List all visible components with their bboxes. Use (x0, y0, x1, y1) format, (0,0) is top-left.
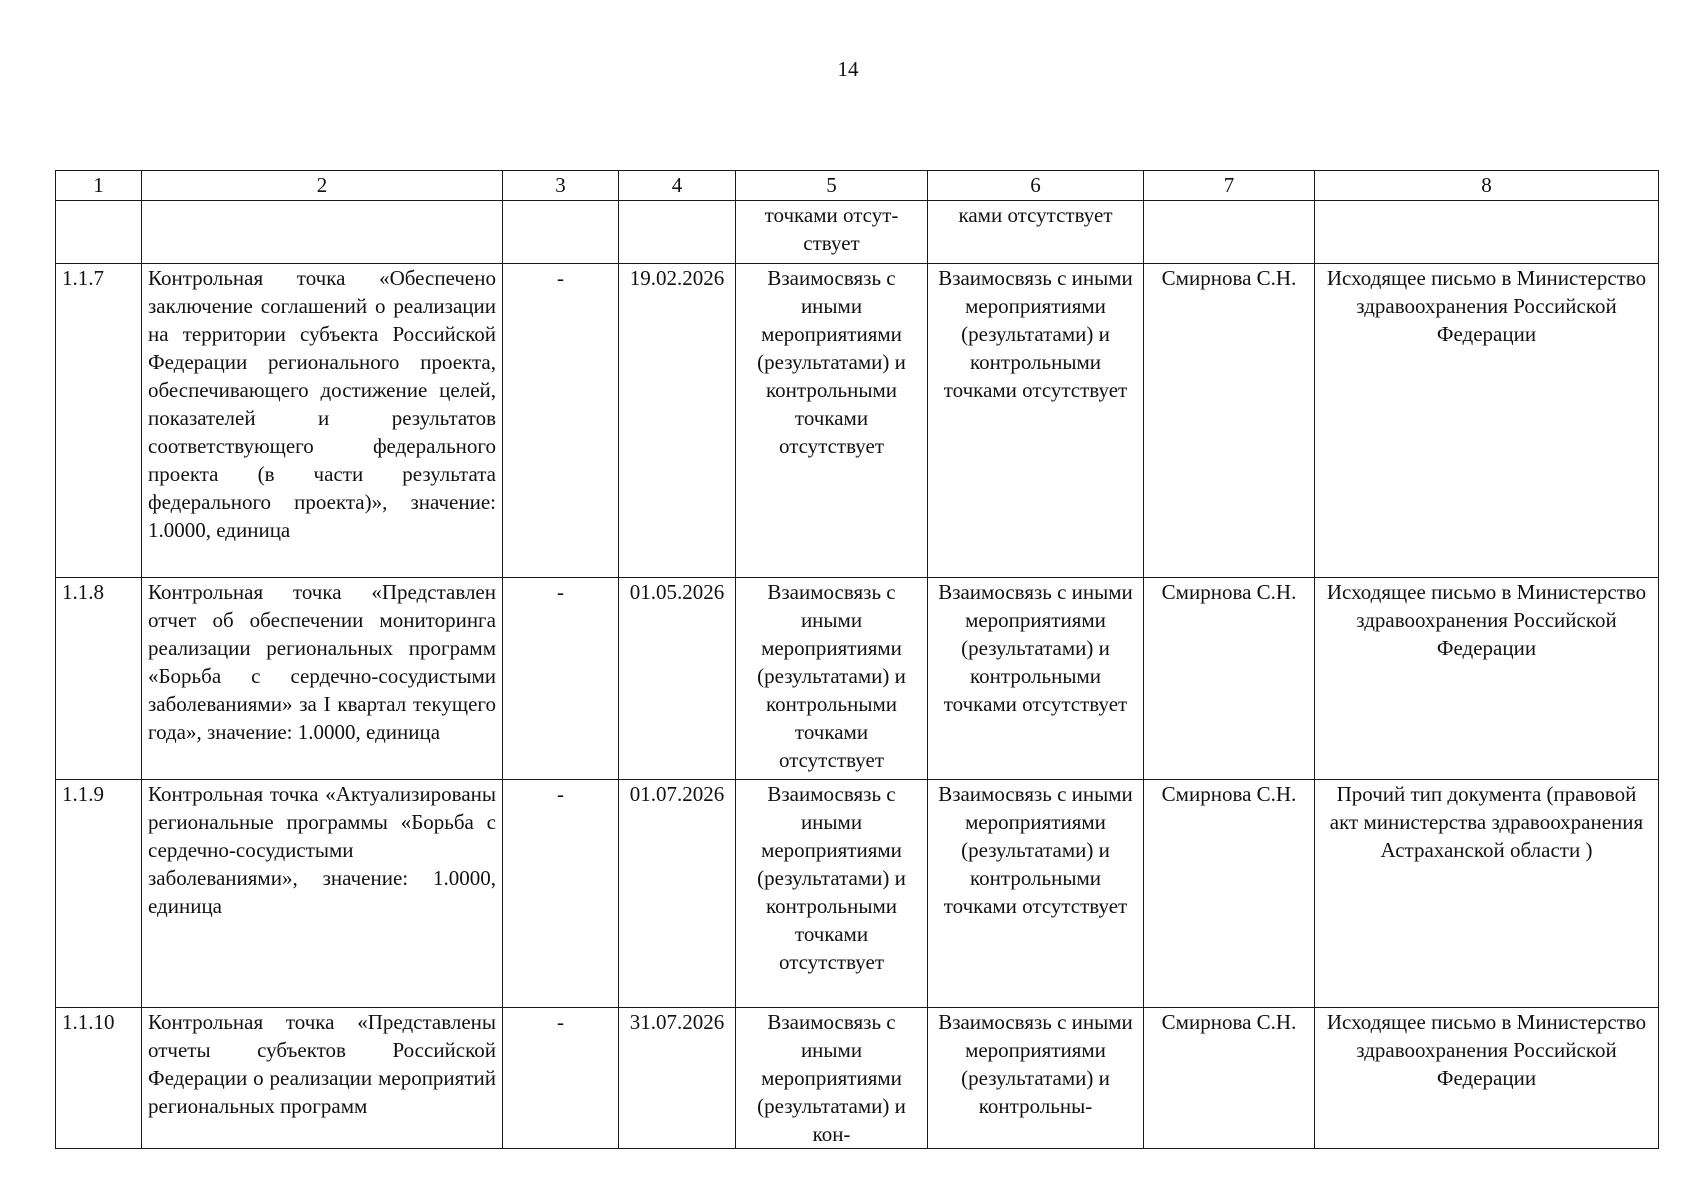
relation-prev-cell: Взаимосвязь с иными мероприятиями (результатами) и контрольными точками отсутствует (736, 780, 928, 1008)
table-row (56, 578, 1659, 780)
row-number: 1.1.8 (56, 578, 142, 780)
date-cell: 19.02.2026 (619, 264, 736, 578)
control-point-name: Контрольная точка «Представлены отчеты субъектов Российской Федерации о реализации мероприятий региональных программ (142, 1008, 503, 1149)
table-cell (619, 201, 736, 264)
responsible-cell: Смирнова С.Н. (1144, 1008, 1315, 1149)
table-row (56, 201, 1659, 264)
document-cell: Исходящее письмо в Министерство здравоохранения Российской Федерации (1315, 264, 1659, 578)
table-cell (503, 201, 619, 264)
table-header-row (56, 171, 1659, 201)
dash-cell: - (503, 780, 619, 1008)
row-number: 1.1.9 (56, 780, 142, 1008)
column-header: 6 (928, 171, 1144, 201)
relation-prev-cell: Взаимосвязь с иными мероприятиями (результатами) и контрольными точками отсутствует (736, 578, 928, 780)
column-header: 2 (142, 171, 503, 201)
control-points-table (55, 170, 1659, 1149)
relation-prev-cell: Взаимосвязь с иными мероприятиями (результатами) и кон- (736, 1008, 928, 1149)
relation-next-cell: ками отсутствует (928, 201, 1144, 264)
responsible-cell: Смирнова С.Н. (1144, 264, 1315, 578)
column-header: 5 (736, 171, 928, 201)
document-cell: Прочий тип документа (правовой акт министерства здравоохранения Астраханской области ) (1315, 780, 1659, 1008)
table-row (56, 264, 1659, 578)
relation-prev-cell: Взаимосвязь с иными мероприятиями (результатами) и контрольными точками отсутствует (736, 264, 928, 578)
relation-next-cell: Взаимосвязь с иными мероприятиями (результатами) и контрольными точками отсутствует (928, 780, 1144, 1008)
row-number: 1.1.10 (56, 1008, 142, 1149)
table-cell (56, 201, 142, 264)
responsible-cell: Смирнова С.Н. (1144, 780, 1315, 1008)
relation-next-cell: Взаимосвязь с иными мероприятиями (результатами) и контрольными точками отсутствует (928, 264, 1144, 578)
date-cell: 01.07.2026 (619, 780, 736, 1008)
column-header: 3 (503, 171, 619, 201)
table-cell (142, 201, 503, 264)
document-cell: Исходящее письмо в Министерство здравоохранения Российской Федерации (1315, 578, 1659, 780)
table-row (56, 1008, 1659, 1149)
document-cell: Исходящее письмо в Министерство здравоохранения Российской Федерации (1315, 1008, 1659, 1149)
table-row (56, 780, 1659, 1008)
relation-prev-cell: точками отсут-ствует (736, 201, 928, 264)
table-cell (1315, 201, 1659, 264)
page-number: 14 (837, 57, 859, 81)
relation-next-cell: Взаимосвязь с иными мероприятиями (результатами) и контрольны- (928, 1008, 1144, 1149)
column-header: 4 (619, 171, 736, 201)
column-header: 1 (56, 171, 142, 201)
column-header: 8 (1315, 171, 1659, 201)
relation-next-cell: Взаимосвязь с иными мероприятиями (результатами) и контрольными точками отсутствует (928, 578, 1144, 780)
control-point-name: Контрольная точка «Представлен отчет об обеспечении мониторинга реализации региональных программ «Борьба с сердечно-сосудистыми заболеваниями» за I квартал текущего года», значение: 1.0000, единица (142, 578, 503, 780)
date-cell: 01.05.2026 (619, 578, 736, 780)
column-header: 7 (1144, 171, 1315, 201)
dash-cell: - (503, 264, 619, 578)
dash-cell: - (503, 578, 619, 780)
control-point-name: Контрольная точка «Обеспечено заключение соглашений о реализации на территории субъекта Российской Федерации регионального проекта, обеспечивающего достижение целей, показателей и результатов соответствующего федерального проекта (в части результата федерального проекта)», значение: 1.0000, единица (142, 264, 503, 578)
table-cell (1144, 201, 1315, 264)
date-cell: 31.07.2026 (619, 1008, 736, 1149)
responsible-cell: Смирнова С.Н. (1144, 578, 1315, 780)
row-number: 1.1.7 (56, 264, 142, 578)
dash-cell: - (503, 1008, 619, 1149)
control-point-name: Контрольная точка «Актуализированы региональные программы «Борьба с сердечно-сосудистыми заболеваниями», значение: 1.0000, единица (142, 780, 503, 1008)
